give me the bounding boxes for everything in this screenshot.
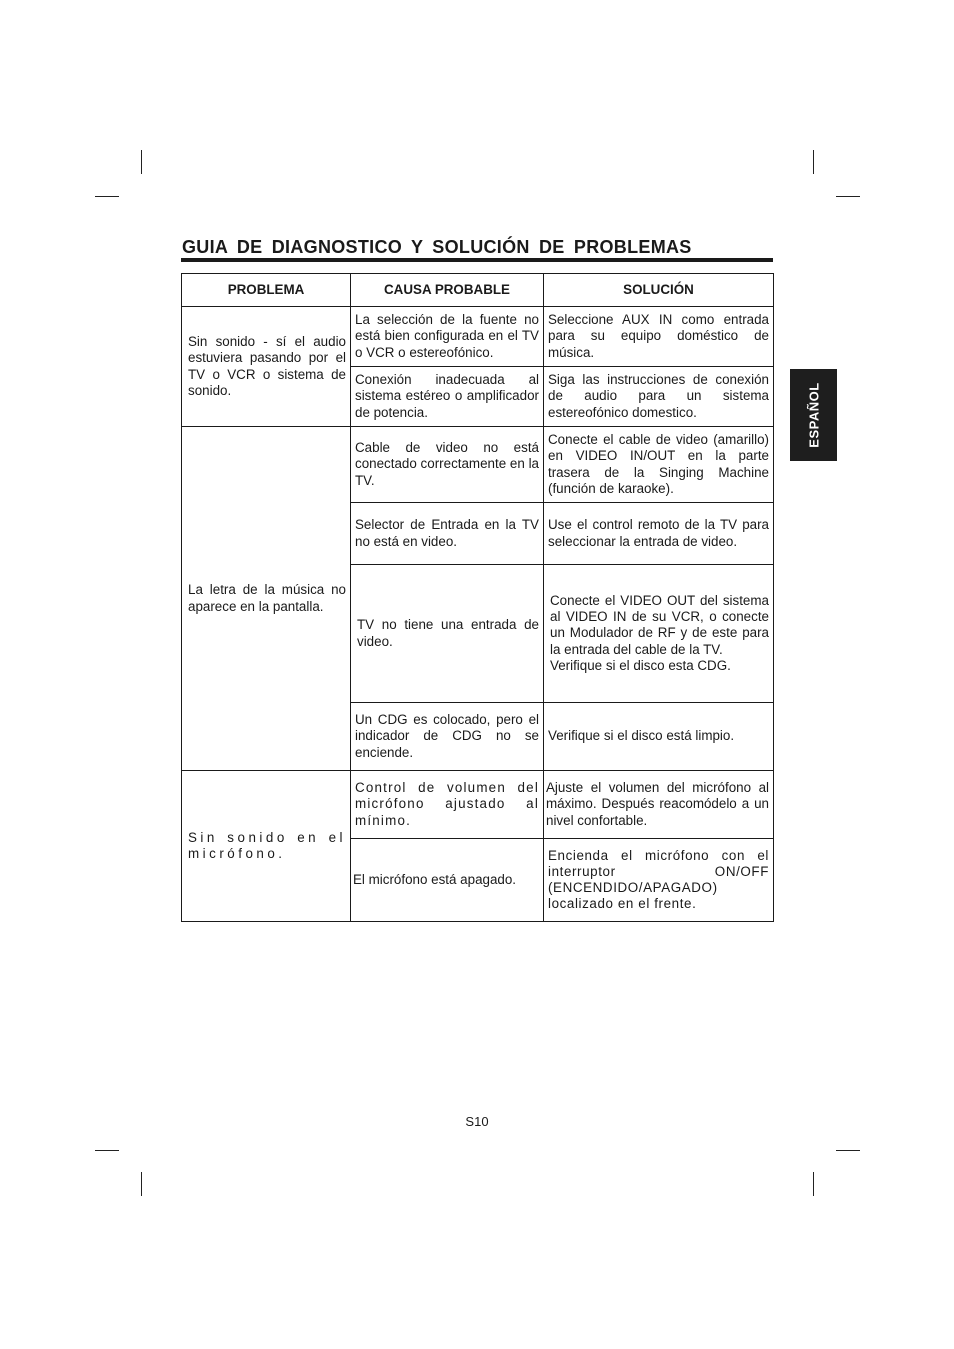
cause-cell [351, 427, 544, 503]
solution-cell [544, 839, 774, 922]
cause-text: Selector de Entrada en la TV no está en video. [355, 517, 539, 549]
crop-mark [141, 1172, 142, 1196]
solution-cell [544, 565, 774, 703]
solution-cell [544, 367, 774, 427]
problem-text: Sin sonido en el micrófono. [188, 829, 346, 861]
table-row [182, 771, 774, 839]
cause-cell [351, 503, 544, 565]
cause-text: El micrófono está apagado. [353, 871, 517, 887]
table-row [182, 307, 774, 367]
header-cause: CAUSA PROBABLE [351, 274, 544, 307]
cause-cell [351, 307, 544, 367]
solution-cell [544, 503, 774, 565]
crop-mark [95, 196, 119, 197]
cause-cell [351, 839, 544, 922]
page-number: S10 [465, 1114, 489, 1129]
cause-text: Cable de video no está conectado correctamente en la TV. [355, 440, 539, 488]
solution-note: Verifique si el disco esta CDG. [550, 657, 731, 673]
cause-cell [351, 771, 544, 839]
cause-text: Conexión inadecuada al sistema estéreo o amplificador de potencia. [355, 372, 539, 420]
crop-mark [836, 1150, 860, 1151]
table-row [182, 427, 774, 503]
solution-text: Ajuste el volumen del micrófono al máximo. Después reacomódelo a un nivel confortable. [546, 780, 769, 828]
cause-text: Control de volumen del micrófono ajustado al mínimo. [355, 780, 539, 828]
crop-mark [813, 150, 814, 174]
solution-cell [544, 703, 774, 771]
solution-text: Conecte el cable de video (amarillo) en VIDEO IN/OUT en la parte trasera de la Singing Machine (función de karaoke). [548, 432, 769, 496]
cause-text: La selección de la fuente no está bien configurada en el TV o VCR o estereofónico. [355, 312, 539, 360]
crop-mark [813, 1172, 814, 1196]
solution-cell [544, 771, 774, 839]
solution-cell [544, 307, 774, 367]
problem-cell [182, 771, 351, 922]
crop-mark [141, 150, 142, 174]
cause-cell [351, 367, 544, 427]
troubleshooting-table [181, 273, 774, 922]
solution-text: Encienda el micrófono con el interruptor ON/OFF (ENCENDIDO/APAGADO) localizado en el frente. [548, 847, 769, 912]
language-tab [790, 369, 837, 461]
cause-cell [351, 565, 544, 703]
header-problem: PROBLEMA [182, 274, 351, 307]
title-underline [181, 258, 773, 262]
problem-text: La letra de la música no aparece en la pantalla. [188, 582, 346, 614]
cause-cell [351, 703, 544, 771]
problem-text: Sin sonido - sí el audio estuviera pasando por el TV o VCR o sistema de sonido. [188, 334, 346, 398]
cause-text: Un CDG es colocado, pero el indicador de CDG no se enciende. [355, 712, 539, 760]
solution-text: Siga las instrucciones de conexión de audio para un sistema estereofónico domestico. [548, 372, 769, 420]
crop-mark [95, 1150, 119, 1151]
problem-cell [182, 307, 351, 427]
solution-text: Seleccione AUX IN como entrada para su equipo doméstico de música. [548, 312, 769, 360]
table-header-row [182, 274, 774, 307]
solution-text: Use el control remoto de la TV para seleccionar la entrada de video. [548, 517, 769, 549]
cause-text: TV no tiene una entrada de video. [357, 617, 539, 649]
solution-text: Conecte el VIDEO OUT del sistema al VIDEO IN de su VCR, o conecte un Modulador de RF y de este para la entrada del cable de la TV. [550, 592, 769, 657]
language-tab-label: ESPAÑOL [806, 382, 821, 448]
solution-cell [544, 427, 774, 503]
solution-text: Verifique si el disco está limpio. [548, 728, 735, 744]
problem-cell [182, 427, 351, 771]
page-title: GUIA DE DIAGNOSTICO Y SOLUCIÓN DE PROBLEMAS [182, 237, 692, 257]
header-solution: SOLUCIÓN [544, 274, 774, 307]
crop-mark [836, 196, 860, 197]
